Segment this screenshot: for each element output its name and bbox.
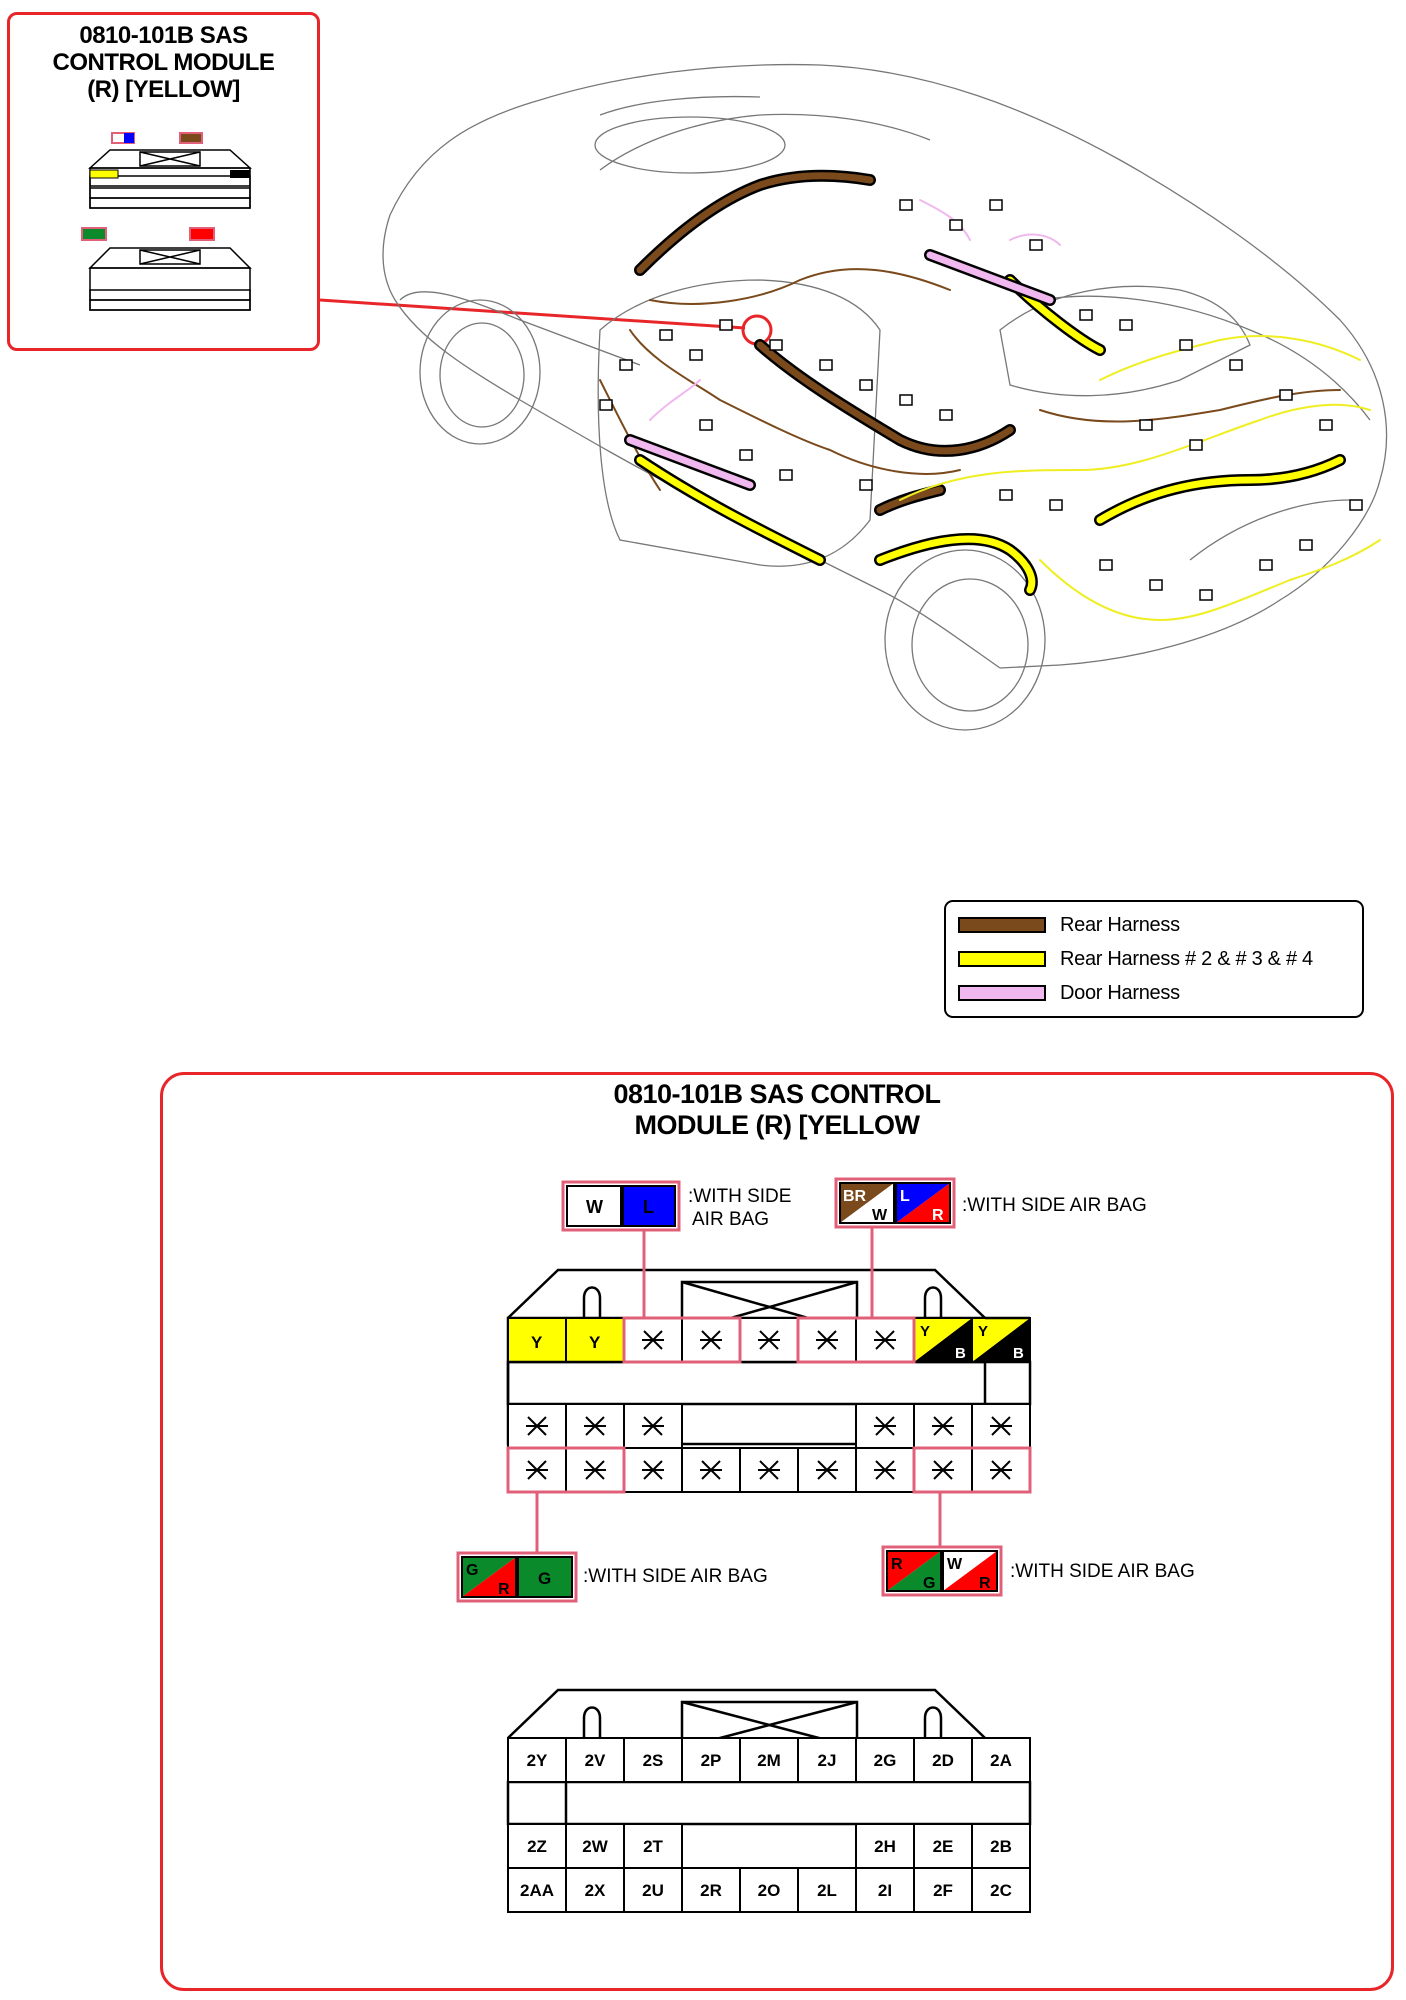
pin-2O: 2O [757, 1881, 781, 1900]
legend-swatch-rear-harness-2-3-4 [958, 951, 1046, 967]
legend-item-rear-harness [958, 913, 1180, 937]
legend-swatch-door-harness [958, 985, 1046, 1001]
svg-text:G: G [466, 1562, 479, 1579]
side-airbag-highlights [508, 1228, 1030, 1558]
note-top-left-wires [561, 1180, 681, 1232]
pin-2C: 2C [990, 1881, 1012, 1900]
pin-2G: 2G [873, 1751, 897, 1770]
connector-face-wire-colors [440, 1170, 1240, 1610]
svg-text:R: R [932, 1207, 944, 1224]
panel-title-line-2: MODULE (R) [YELLOW [634, 1110, 920, 1140]
note-bottom-right-text: :WITH SIDE AIR BAG [1010, 1561, 1195, 1582]
pin-2AA: 2AA [519, 1881, 555, 1900]
svg-text:W: W [872, 1207, 888, 1224]
svg-text:R: R [891, 1556, 903, 1573]
pin-top-1-label: Y [531, 1333, 543, 1352]
pin-top-2-label: Y [589, 1333, 601, 1352]
note-bottom-right-wires [881, 1545, 1003, 1597]
callout-circle [743, 316, 771, 344]
rear-harness-lines [600, 176, 1340, 510]
pin-2D: 2D [932, 1751, 954, 1770]
pin-2F: 2F [933, 1881, 953, 1900]
note-top-left-text [688, 1185, 791, 1231]
pin-2U: 2U [642, 1881, 664, 1900]
inset-title-line-1: 0810-101B SAS [79, 22, 248, 49]
pin-2I: 2I [877, 1881, 893, 1900]
legend-swatch-rear-harness [958, 917, 1046, 933]
pin-2L: 2L [817, 1881, 837, 1900]
panel-title [160, 1079, 1394, 1141]
svg-text:Y: Y [920, 1323, 931, 1340]
pin-2W: 2W [582, 1837, 608, 1856]
svg-text:L: L [900, 1188, 910, 1205]
note-top-left-text-line-1: :WITH SIDE [688, 1186, 792, 1207]
connector-face-pin-numbers [440, 1640, 1240, 1960]
note-bottom-left-wires [456, 1551, 578, 1603]
svg-text:R: R [498, 1581, 510, 1598]
pin-2E: 2E [932, 1837, 954, 1856]
svg-text:BR: BR [843, 1188, 867, 1205]
note-top-left-text-line-2: AIR BAG [692, 1209, 770, 1230]
svg-text:G: G [923, 1575, 936, 1592]
note-top-left-wire-1: W [586, 1197, 603, 1217]
legend-item-rear-harness-2-3-4 [958, 947, 1313, 971]
pin-2M: 2M [757, 1751, 781, 1770]
legend-label: Rear Harness [1060, 913, 1180, 936]
legend-label: Rear Harness # 2 & # 3 & # 4 [1060, 947, 1313, 970]
panel-title-line-1: 0810-101B SAS CONTROL [613, 1079, 941, 1109]
note-bottom-left-text: :WITH SIDE AIR BAG [583, 1566, 768, 1587]
pin-2R: 2R [700, 1881, 722, 1900]
car-body [383, 65, 1386, 730]
inset-title [7, 22, 320, 103]
inset-connector-thumbnail [80, 128, 280, 328]
note-top-left-wire-2: L [643, 1197, 654, 1217]
pin-2A: 2A [990, 1751, 1012, 1770]
svg-text:B: B [1013, 1345, 1024, 1362]
svg-text:B: B [955, 1345, 966, 1362]
pin-2V: 2V [584, 1751, 606, 1770]
svg-text:W: W [947, 1556, 963, 1573]
legend-label: Door Harness [1060, 981, 1180, 1004]
pin-2Z: 2Z [527, 1837, 547, 1856]
legend-item-door-harness [958, 981, 1180, 1005]
pin-2Y: 2Y [526, 1751, 548, 1770]
note-top-right-text: :WITH SIDE AIR BAG [962, 1195, 1147, 1216]
note-top-right-wires [834, 1177, 956, 1229]
svg-text:Y: Y [978, 1323, 989, 1340]
svg-text:G: G [538, 1569, 552, 1588]
pin-2J: 2J [817, 1751, 837, 1770]
harness-legend [944, 900, 1364, 1018]
pin-2T: 2T [643, 1837, 663, 1856]
svg-text:R: R [979, 1575, 991, 1592]
pin-2X: 2X [584, 1881, 606, 1900]
pin-2H: 2H [874, 1837, 896, 1856]
inset-title-line-2: CONTROL MODULE [52, 49, 275, 76]
pin-2P: 2P [700, 1751, 722, 1770]
inset-title-line-3: (R) [YELLOW] [87, 76, 240, 103]
pin-2S: 2S [642, 1751, 664, 1770]
pin-2B: 2B [990, 1837, 1012, 1856]
